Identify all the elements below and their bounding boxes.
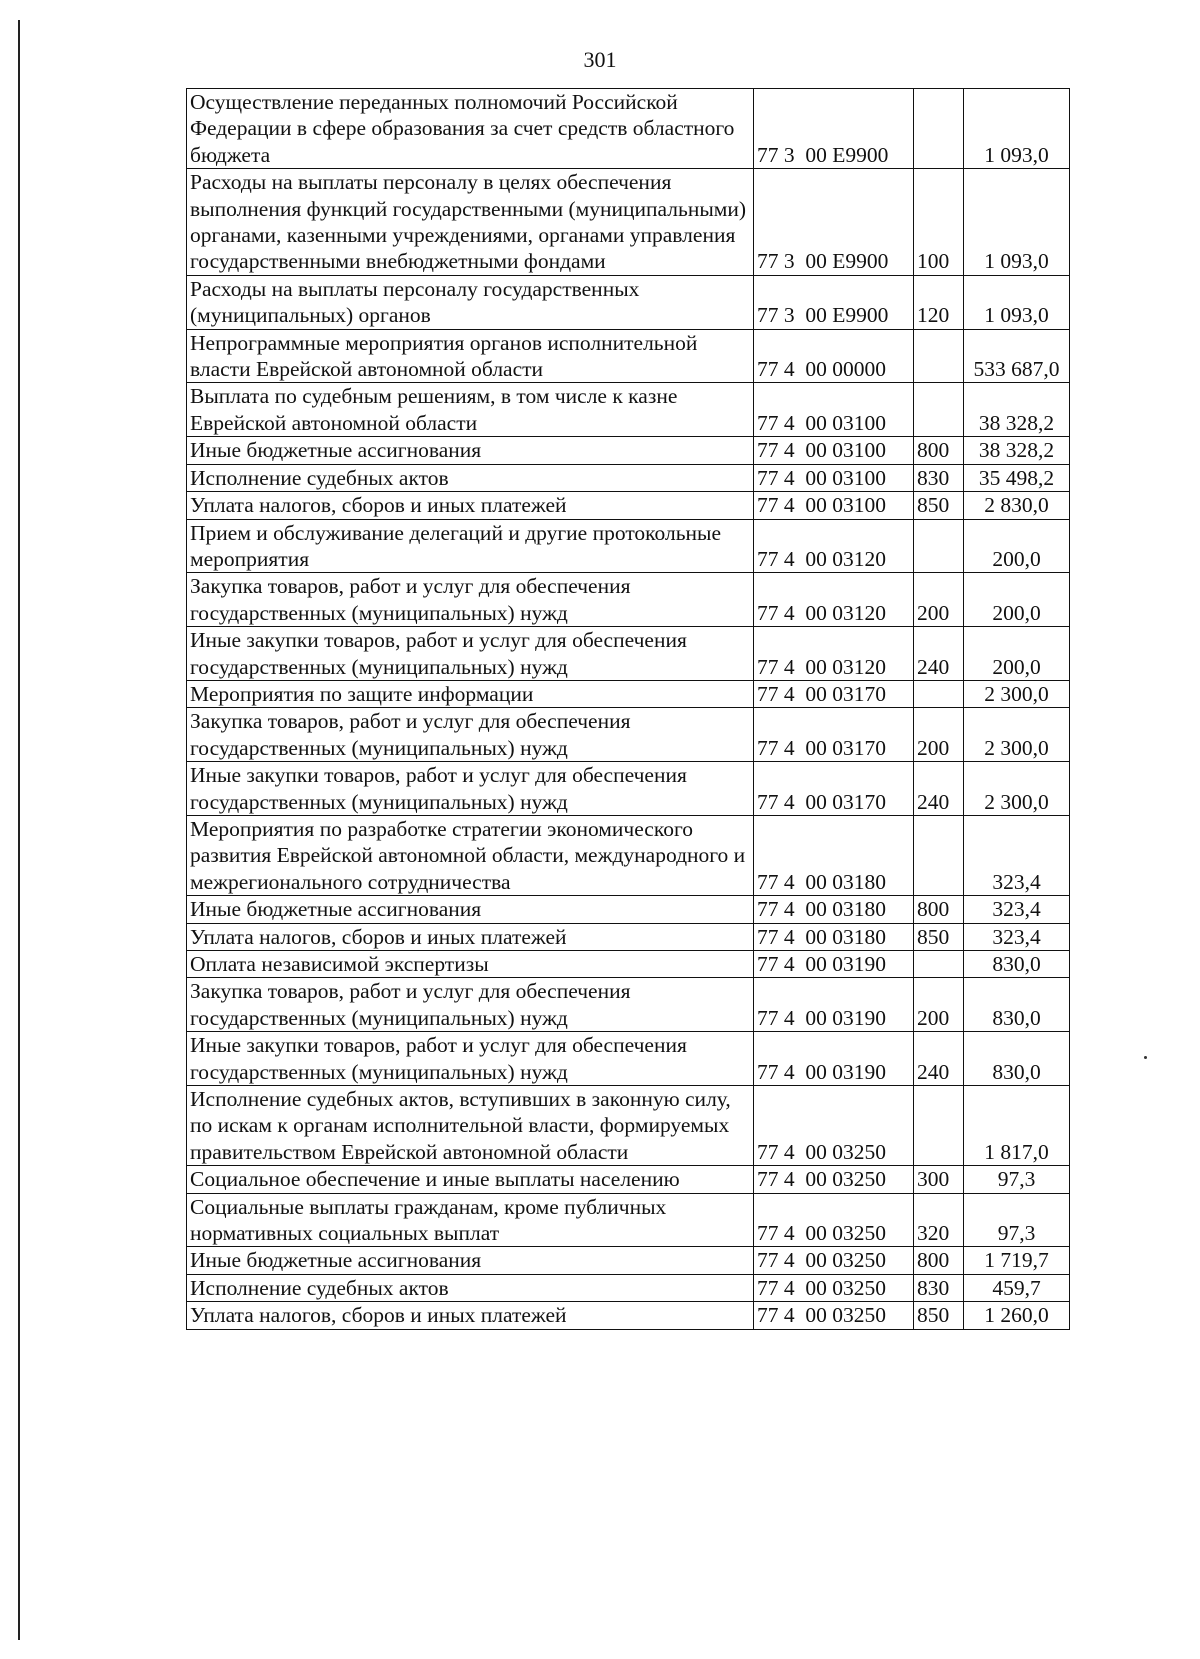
row-expense-type-cell: 200 xyxy=(914,978,964,1032)
table-row xyxy=(187,951,1070,978)
row-amount-cell: 200,0 xyxy=(964,573,1070,627)
table-row xyxy=(187,978,1070,1032)
table-row xyxy=(187,329,1070,383)
row-amount-cell: 830,0 xyxy=(964,951,1070,978)
row-expense-type-cell xyxy=(914,815,964,895)
budget-table xyxy=(186,88,1070,1330)
row-expense-type-cell: 300 xyxy=(914,1166,964,1193)
row-expense-type-cell: 240 xyxy=(914,762,964,816)
row-amount-cell: 97,3 xyxy=(964,1166,1070,1193)
row-expense-type-cell: 320 xyxy=(914,1193,964,1247)
row-code-cell: 77 4 00 03120 xyxy=(754,627,914,681)
row-name-cell: Мероприятия по защите информации xyxy=(187,680,754,707)
row-amount-cell: 35 498,2 xyxy=(964,464,1070,491)
row-expense-type-cell: 850 xyxy=(914,492,964,519)
row-expense-type-cell xyxy=(914,329,964,383)
row-code-cell: 77 4 00 03250 xyxy=(754,1274,914,1301)
table-row xyxy=(187,627,1070,681)
row-amount-cell: 38 328,2 xyxy=(964,383,1070,437)
page-number: 301 xyxy=(583,47,617,72)
table-row xyxy=(187,1274,1070,1301)
row-expense-type-cell: 120 xyxy=(914,275,964,329)
row-code-cell: 77 4 00 03190 xyxy=(754,1032,914,1086)
row-code-cell: 77 4 00 03180 xyxy=(754,923,914,950)
row-expense-type-cell: 830 xyxy=(914,1274,964,1301)
table-row xyxy=(187,383,1070,437)
row-expense-type-cell: 240 xyxy=(914,1032,964,1086)
row-name-cell: Исполнение судебных актов xyxy=(187,1274,754,1301)
row-name-cell: Социальное обеспечение и иные выплаты населению xyxy=(187,1166,754,1193)
table-row xyxy=(187,923,1070,950)
row-name-cell: Иные бюджетные ассигнования xyxy=(187,896,754,923)
row-amount-cell: 2 830,0 xyxy=(964,492,1070,519)
table-row xyxy=(187,89,1070,169)
row-code-cell: 77 4 00 03250 xyxy=(754,1193,914,1247)
row-expense-type-cell xyxy=(914,89,964,169)
row-code-cell: 77 3 00 Е9900 xyxy=(754,275,914,329)
table-body xyxy=(187,89,1070,1330)
table-row xyxy=(187,275,1070,329)
row-amount-cell: 200,0 xyxy=(964,627,1070,681)
row-amount-cell: 1 719,7 xyxy=(964,1247,1070,1274)
row-name-cell: Иные бюджетные ассигнования xyxy=(187,1247,754,1274)
row-expense-type-cell xyxy=(914,383,964,437)
row-expense-type-cell xyxy=(914,680,964,707)
row-amount-cell: 97,3 xyxy=(964,1193,1070,1247)
table-row xyxy=(187,573,1070,627)
row-code-cell: 77 4 00 03120 xyxy=(754,519,914,573)
row-amount-cell: 2 300,0 xyxy=(964,708,1070,762)
row-amount-cell: 533 687,0 xyxy=(964,329,1070,383)
table-row xyxy=(187,1086,1070,1166)
row-code-cell: 77 4 00 03170 xyxy=(754,680,914,707)
row-code-cell: 77 4 00 03170 xyxy=(754,762,914,816)
row-name-cell: Уплата налогов, сборов и иных платежей xyxy=(187,1302,754,1329)
row-name-cell: Иные закупки товаров, работ и услуг для обеспечения государственных (муниципальных) нужд xyxy=(187,627,754,681)
row-amount-cell: 323,4 xyxy=(964,815,1070,895)
row-expense-type-cell: 800 xyxy=(914,437,964,464)
table-row xyxy=(187,896,1070,923)
row-name-cell: Исполнение судебных актов xyxy=(187,464,754,491)
row-code-cell: 77 4 00 03100 xyxy=(754,437,914,464)
row-code-cell: 77 4 00 03170 xyxy=(754,708,914,762)
row-amount-cell: 459,7 xyxy=(964,1274,1070,1301)
row-code-cell: 77 4 00 03250 xyxy=(754,1086,914,1166)
row-expense-type-cell xyxy=(914,519,964,573)
row-amount-cell: 38 328,2 xyxy=(964,437,1070,464)
row-expense-type-cell: 830 xyxy=(914,464,964,491)
row-name-cell: Мероприятия по разработке стратегии экономического развития Еврейской автономной области, международного и межрегионального сотрудничества xyxy=(187,815,754,895)
row-name-cell: Иные бюджетные ассигнования xyxy=(187,437,754,464)
table-row xyxy=(187,169,1070,276)
row-expense-type-cell: 850 xyxy=(914,923,964,950)
scan-speck xyxy=(1144,1056,1147,1059)
table-row xyxy=(187,519,1070,573)
table-row xyxy=(187,708,1070,762)
row-name-cell: Расходы на выплаты персоналу государственных (муниципальных) органов xyxy=(187,275,754,329)
row-amount-cell: 1 260,0 xyxy=(964,1302,1070,1329)
table-row xyxy=(187,762,1070,816)
row-name-cell: Закупка товаров, работ и услуг для обеспечения государственных (муниципальных) нужд xyxy=(187,978,754,1032)
row-code-cell: 77 4 00 03250 xyxy=(754,1247,914,1274)
row-expense-type-cell: 240 xyxy=(914,627,964,681)
row-code-cell: 77 3 00 Е9900 xyxy=(754,89,914,169)
row-code-cell: 77 4 00 03120 xyxy=(754,573,914,627)
row-code-cell: 77 4 00 03250 xyxy=(754,1166,914,1193)
row-amount-cell: 2 300,0 xyxy=(964,680,1070,707)
table-row xyxy=(187,1193,1070,1247)
row-name-cell: Уплата налогов, сборов и иных платежей xyxy=(187,492,754,519)
table-row xyxy=(187,464,1070,491)
row-expense-type-cell xyxy=(914,951,964,978)
table-row xyxy=(187,1166,1070,1193)
table-row xyxy=(187,680,1070,707)
row-name-cell: Социальные выплаты гражданам, кроме публичных нормативных социальных выплат xyxy=(187,1193,754,1247)
row-amount-cell: 1 817,0 xyxy=(964,1086,1070,1166)
scan-edge-line xyxy=(18,20,20,1640)
row-amount-cell: 1 093,0 xyxy=(964,169,1070,276)
row-expense-type-cell: 800 xyxy=(914,1247,964,1274)
row-amount-cell: 200,0 xyxy=(964,519,1070,573)
row-expense-type-cell: 850 xyxy=(914,1302,964,1329)
row-code-cell: 77 4 00 03100 xyxy=(754,383,914,437)
table-row xyxy=(187,815,1070,895)
table-row xyxy=(187,1032,1070,1086)
row-code-cell: 77 4 00 03100 xyxy=(754,492,914,519)
row-expense-type-cell: 200 xyxy=(914,708,964,762)
row-expense-type-cell xyxy=(914,1086,964,1166)
row-name-cell: Уплата налогов, сборов и иных платежей xyxy=(187,923,754,950)
row-name-cell: Выплата по судебным решениям, в том числе к казне Еврейской автономной области xyxy=(187,383,754,437)
row-amount-cell: 1 093,0 xyxy=(964,275,1070,329)
row-code-cell: 77 4 00 03180 xyxy=(754,815,914,895)
row-name-cell: Закупка товаров, работ и услуг для обеспечения государственных (муниципальных) нужд xyxy=(187,708,754,762)
row-name-cell: Закупка товаров, работ и услуг для обеспечения государственных (муниципальных) нужд xyxy=(187,573,754,627)
row-name-cell: Прием и обслуживание делегаций и другие протокольные мероприятия xyxy=(187,519,754,573)
row-expense-type-cell: 800 xyxy=(914,896,964,923)
row-code-cell: 77 4 00 03100 xyxy=(754,464,914,491)
row-amount-cell: 830,0 xyxy=(964,978,1070,1032)
row-expense-type-cell: 100 xyxy=(914,169,964,276)
row-amount-cell: 830,0 xyxy=(964,1032,1070,1086)
row-name-cell: Исполнение судебных актов, вступивших в законную силу, по искам к органам исполнительной власти, формируемых правительством Еврейской автономной области xyxy=(187,1086,754,1166)
row-name-cell: Осуществление переданных полномочий Российской Федерации в сфере образования за счет средств областного бюджета xyxy=(187,89,754,169)
row-name-cell: Непрограммные мероприятия органов исполнительной власти Еврейской автономной области xyxy=(187,329,754,383)
row-name-cell: Иные закупки товаров, работ и услуг для обеспечения государственных (муниципальных) нужд xyxy=(187,762,754,816)
row-code-cell: 77 4 00 00000 xyxy=(754,329,914,383)
row-amount-cell: 323,4 xyxy=(964,896,1070,923)
row-code-cell: 77 4 00 03190 xyxy=(754,951,914,978)
row-amount-cell: 323,4 xyxy=(964,923,1070,950)
table-row xyxy=(187,437,1070,464)
row-code-cell: 77 4 00 03250 xyxy=(754,1302,914,1329)
row-expense-type-cell: 200 xyxy=(914,573,964,627)
table-row xyxy=(187,1247,1070,1274)
row-name-cell: Иные закупки товаров, работ и услуг для обеспечения государственных (муниципальных) нужд xyxy=(187,1032,754,1086)
row-code-cell: 77 4 00 03190 xyxy=(754,978,914,1032)
row-amount-cell: 2 300,0 xyxy=(964,762,1070,816)
row-code-cell: 77 3 00 Е9900 xyxy=(754,169,914,276)
row-code-cell: 77 4 00 03180 xyxy=(754,896,914,923)
row-name-cell: Оплата независимой экспертизы xyxy=(187,951,754,978)
table-row xyxy=(187,492,1070,519)
row-name-cell: Расходы на выплаты персоналу в целях обеспечения выполнения функций государственными (муниципальными) органами, казенными учреждениями, органами управления государственными внебюджетными фондами xyxy=(187,169,754,276)
row-amount-cell: 1 093,0 xyxy=(964,89,1070,169)
table-row xyxy=(187,1302,1070,1329)
